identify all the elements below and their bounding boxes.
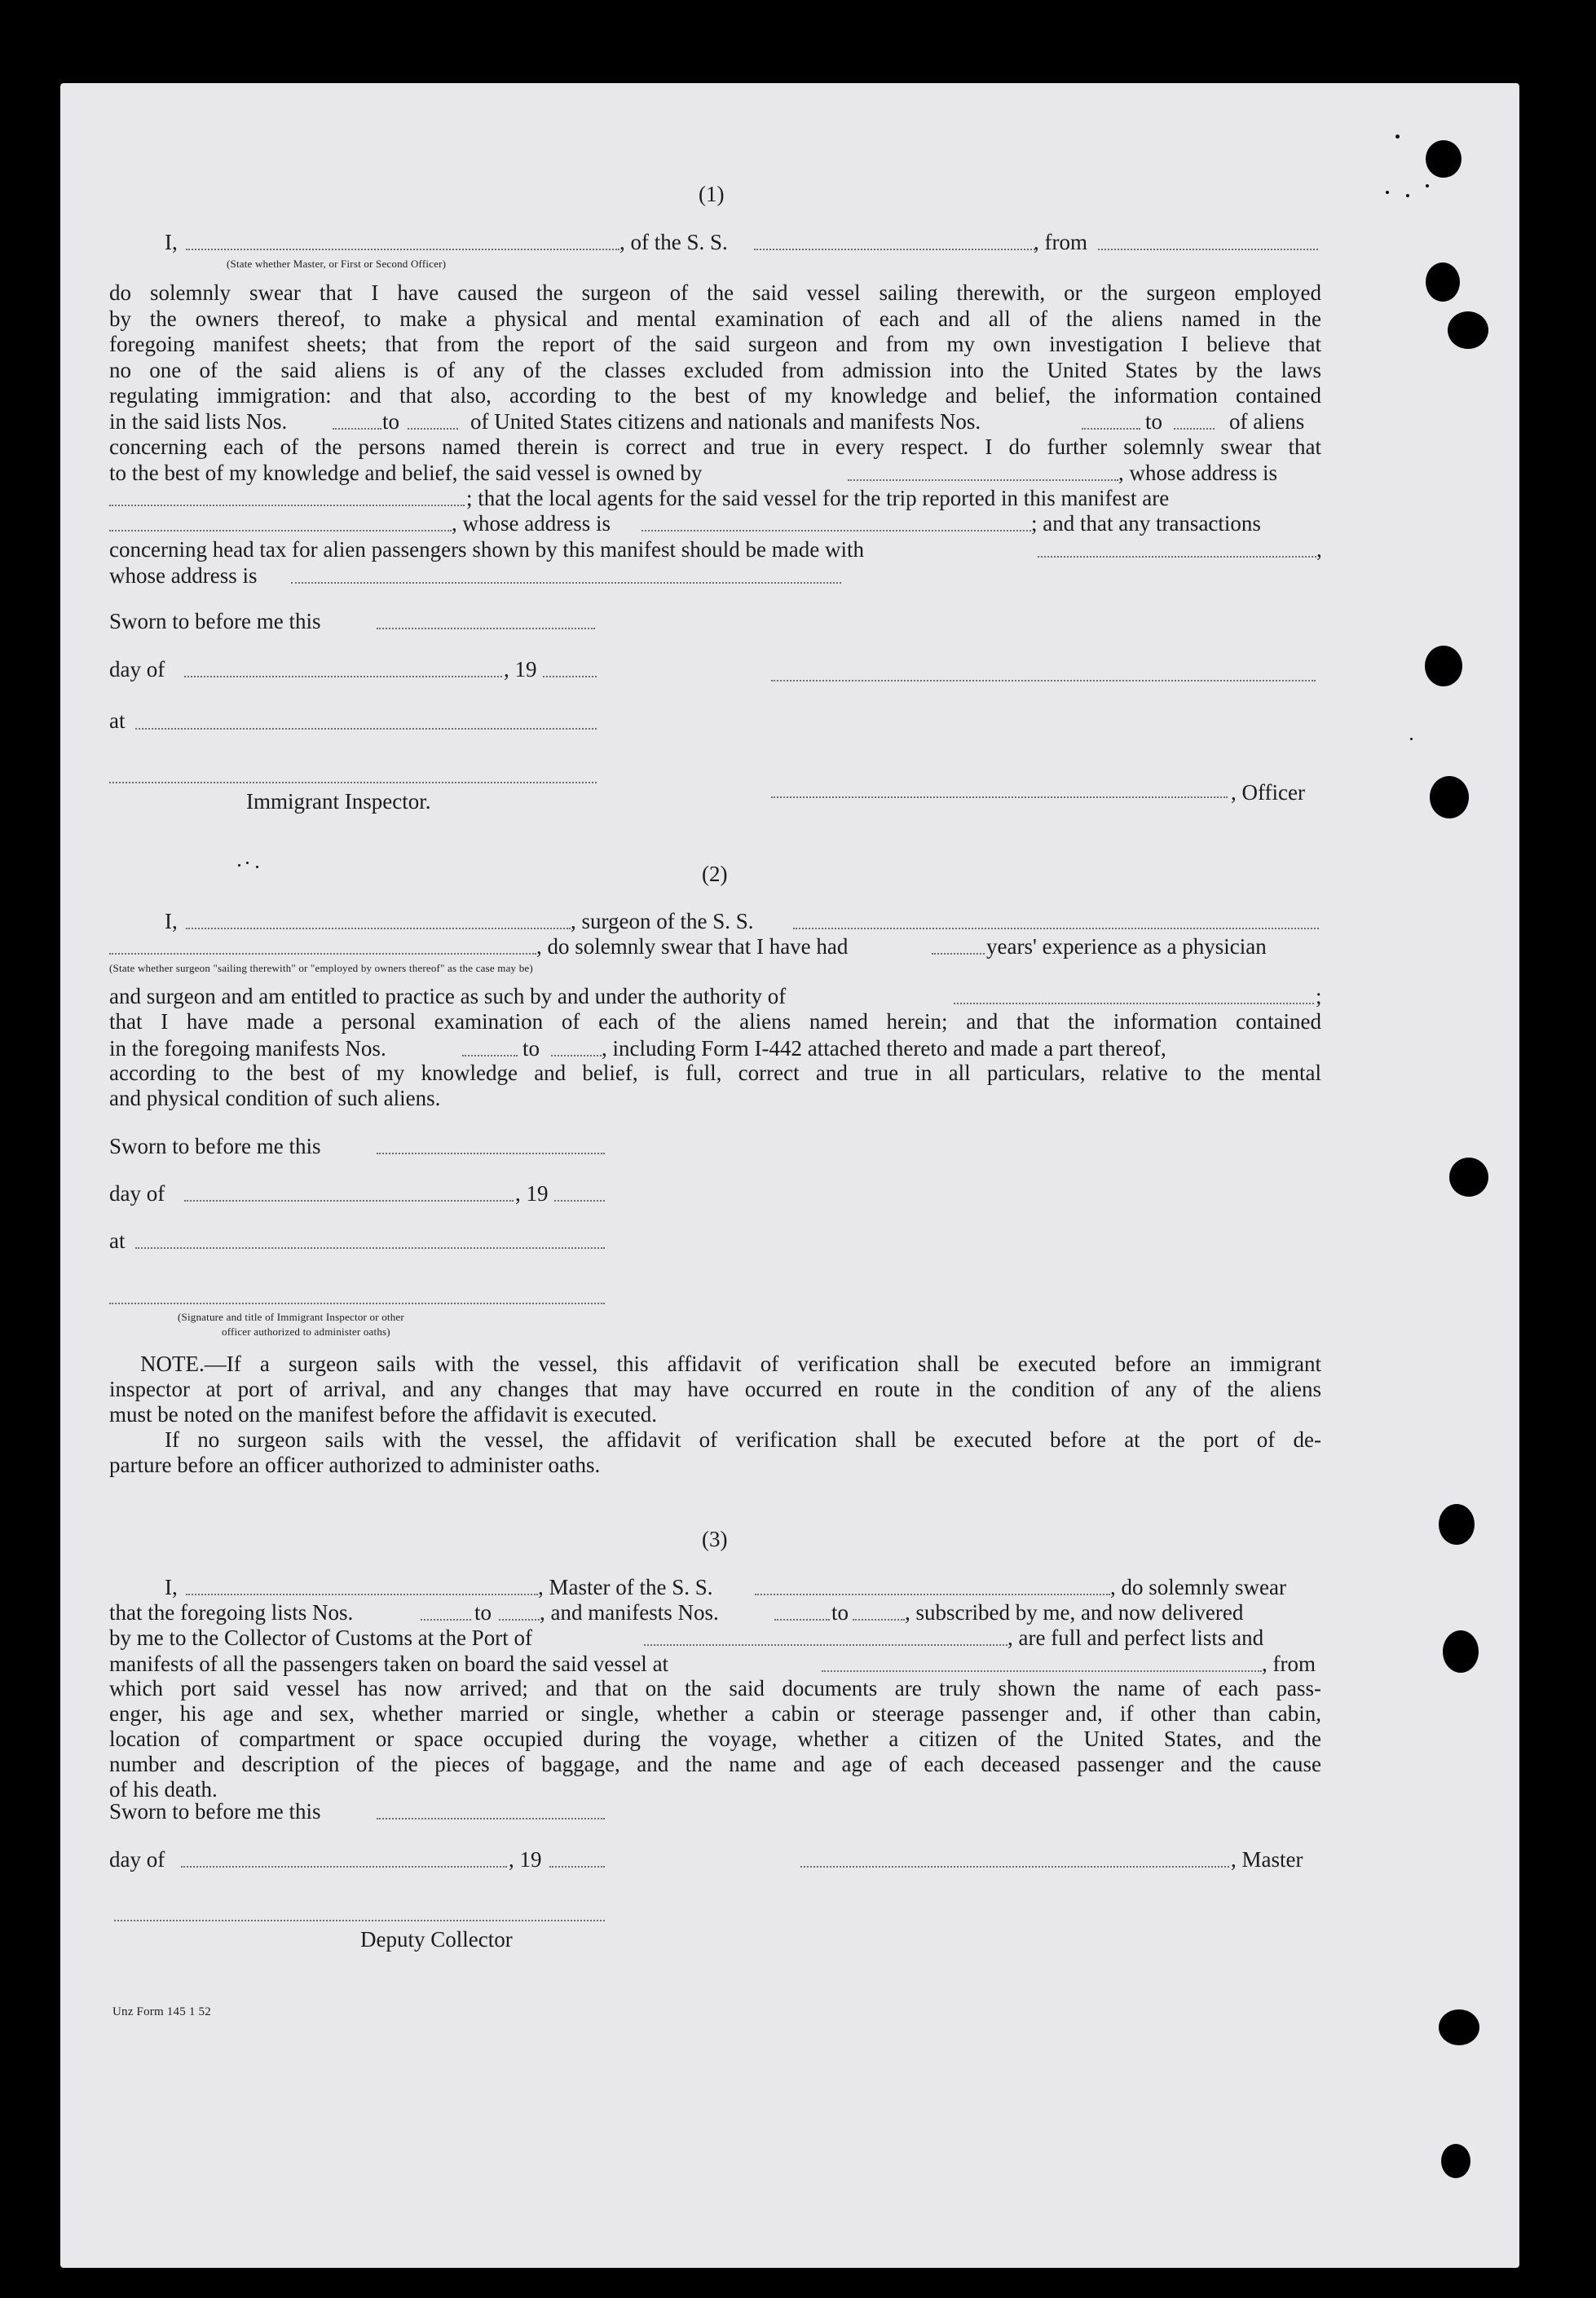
s1-whose-label: , whose address is [452,511,611,536]
speck [1406,194,1409,197]
s1-officer-signature-field[interactable] [771,796,1228,798]
s1-sworn-label: Sworn to before me this [109,609,321,633]
s3-manifests-label: , and manifests Nos. [540,1600,719,1625]
s1-day-of-label: day of [109,657,165,681]
s3-manifests-from-field[interactable] [774,1619,830,1621]
binder-hole-4 [1425,646,1462,686]
s1-state-note: (State whether Master, or First or Second Officer) [227,258,447,270]
s1-agents-field[interactable] [109,530,452,531]
form-number: Unz Form 145 1 52 [112,2005,211,2018]
s1-headtax-field[interactable] [1038,556,1316,558]
s3-boarding-port-field[interactable] [822,1670,1262,1672]
s2-day-of-label: day of [109,1181,165,1206]
s2-surgeon-of-label: , surgeon of the S. S. [571,909,754,933]
s3-deputy-signature-field[interactable] [114,1920,605,1921]
s1-inspector-label: Immigrant Inspector. [246,789,431,814]
s3-lists-label: that the foregoing lists Nos. [109,1600,354,1625]
s2-at-field[interactable] [135,1247,605,1249]
speck [238,864,240,867]
s3-lists-to-field[interactable] [499,1619,540,1621]
s2-sworn-label: Sworn to before me this [109,1134,321,1158]
s1-lists-to2-label: to [1145,409,1163,434]
binder-hole-7 [1439,1504,1475,1545]
s1-at-label: at [109,708,126,733]
s3-lists-from-field[interactable] [421,1619,471,1621]
s3-lists-to2-label: to [831,1600,849,1625]
binder-hole-5 [1430,776,1469,818]
s2-para2-line-2: and physical condition of such aliens. [109,1086,441,1110]
s2-sig-note: (Signature and title of Immigrant Inspector or other [178,1311,404,1323]
s2-note-line-5: parture before an officer authorized to administer oaths. [109,1453,601,1477]
s3-i-label: I, [165,1575,178,1599]
speck [256,866,258,868]
section-2-heading: (2) [702,862,728,886]
s2-years-field[interactable] [932,953,985,955]
s1-manifests-from-field[interactable] [1082,428,1140,430]
s2-sworn-day-field[interactable] [377,1153,605,1154]
s1-inspector-signature-field[interactable] [109,782,597,783]
s3-manifests-to-field[interactable] [853,1619,905,1621]
s1-lists-mid-label: of United States citizens and nationals and manifests Nos. [470,409,981,434]
s3-sworn-label: Sworn to before me this [109,1799,321,1824]
s1-owned-address-label: , whose address is [1118,461,1277,485]
s2-para1: that I have made a personal examination of each of the aliens named herein; and that the information contained [109,1009,1321,1034]
s1-i-label: I, [165,230,178,254]
s2-manifests-to-field[interactable] [551,1055,602,1056]
binder-hole-10 [1441,2144,1470,2178]
s1-transactions-label: ; and that any transactions [1031,511,1261,536]
s1-officer-signature-field-top[interactable] [771,680,1316,681]
s2-manifests-label: in the foregoing manifests Nos. [109,1036,386,1061]
s1-agents-address-field[interactable] [641,530,1031,531]
s3-taken-label: manifests of all the passengers taken on board the said vessel at [109,1652,669,1676]
s3-vessel-name-field[interactable] [755,1594,1110,1595]
s2-authority-field[interactable] [954,1003,1314,1004]
s1-para-line-2: by the owners thereof, to make a physical and mental examination of each and all of the aliens named in the [109,307,1321,331]
s3-para-line-3: location of compartment or space occupied during the voyage, whether a citizen of the United States, and the [109,1727,1321,1751]
s2-year-label: , 19 [515,1181,549,1206]
speck [1426,184,1429,187]
s1-month-field[interactable] [184,676,502,677]
s3-master-signature-field[interactable] [800,1866,1229,1868]
s3-collector-rest: , are full and perfect lists and [1007,1625,1264,1650]
binder-hole-3 [1448,311,1488,349]
s3-master-of-label: , Master of the S. S. [538,1575,713,1599]
binder-hole-6 [1449,1158,1488,1197]
s2-surgeon-status-field[interactable] [109,953,536,955]
s2-i-label: I, [165,909,178,933]
s2-note-line-1: NOTE.—If a surgeon sails with the vessel, this affidavit of verification shall be executed before an immigrant [140,1352,1321,1376]
s3-port-field[interactable] [644,1644,1007,1646]
s1-at-field[interactable] [135,728,597,730]
speck [1386,191,1389,194]
s2-vessel-name-field[interactable] [793,928,1319,929]
s2-manifests-to-label: to [522,1036,540,1061]
s1-agents-label: ; that the local agents for the said vessel for the trip reported in this manifest are [466,486,1170,510]
s1-lists-label: in the said lists Nos. [109,409,288,434]
s3-para-line-1: which port said vessel has now arrived; and that on the said documents are truly shown the name of each pass- [109,1676,1321,1700]
s1-lists-to-field[interactable] [408,428,458,430]
s3-lists-to1-label: to [474,1600,492,1625]
s2-manifests-from-field[interactable] [462,1055,518,1056]
binder-hole-2 [1426,262,1460,302]
speck [1410,738,1413,740]
s2-state-note: (State whether surgeon "sailing therewith" or "employed by owners thereof" as the case may be) [109,962,533,974]
s1-from-port-field[interactable] [1098,249,1318,250]
s1-headtax-address-field[interactable] [291,582,841,584]
master-name-field[interactable] [186,249,619,250]
s2-month-field[interactable] [184,1200,514,1202]
s1-para-line-4: no one of the said aliens is of any of the classes excluded from admission into the United States by the laws [109,358,1321,382]
s1-owned-label: to the best of my knowledge and belief, the said vessel is owned by [109,461,703,485]
s1-whose-end-label: whose address is [109,563,258,588]
binder-hole-8 [1443,1630,1479,1673]
s2-swear-label: , do solemnly swear that I have had [536,934,849,959]
s3-collector-label: by me to the Collector of Customs at the Port of [109,1625,532,1650]
s3-day-of-label: day of [109,1847,165,1872]
s3-deputy-label: Deputy Collector [360,1927,513,1952]
s1-para-line-3: foregoing manifest sheets; that from the report of the said surgeon and from my own investigation I believe that [109,332,1321,356]
s1-officer-label: , Officer [1231,780,1305,805]
s1-manifests-to-field[interactable] [1174,428,1215,430]
s2-note-line-2: inspector at port of arrival, and any changes that may have occurred en route in the condition of any of the aliens [109,1377,1321,1401]
s3-subscribed-label: , subscribed by me, and now delivered [905,1600,1244,1625]
s3-para-line-5: of his death. [109,1777,218,1802]
s3-master-label: , Master [1231,1847,1303,1872]
s1-from-label: , from [1034,230,1087,254]
s2-manifests-rest: , including Form I-442 attached thereto and made a part thereof, [602,1036,1166,1061]
binder-hole-1 [1426,140,1462,178]
s1-sworn-day-field[interactable] [377,628,595,629]
s2-note-line-3: must be noted on the manifest before the affidavit is executed. [109,1402,658,1427]
s2-para2-line-1: according to the best of my knowledge and belief, is full, correct and true in all particulars, relative to the mental [109,1061,1321,1085]
s2-years-label: years' experience as a physician [986,934,1267,959]
s3-master-name-field[interactable] [186,1594,538,1595]
s1-headtax-label: concerning head tax for alien passengers shown by this manifest should be made with [109,537,865,562]
s1-para-line-1: do solemnly swear that I have caused the surgeon of the said vessel sailing therewith, or the surgeon employed [109,280,1321,305]
s1-year-label: , 19 [504,657,537,681]
s1-lists-to1-label: to [382,409,400,434]
s1-of-aliens-label: of aliens [1229,409,1305,434]
s1-para-line-5: regulating immigration: and that also, according to the best of my knowledge and belief, the information contained [109,383,1321,408]
s3-year-label: , 19 [509,1847,542,1872]
s1-lists-from-field[interactable] [333,428,381,430]
s2-semicolon: ; [1316,984,1322,1008]
s1-owner-address-field[interactable] [109,505,465,506]
section-1-heading: (1) [699,182,725,206]
binder-hole-9 [1439,2009,1479,2045]
s2-surgeon-name-field[interactable] [186,928,571,929]
s1-vessel-name-field[interactable] [754,249,1035,250]
s1-comma: , [1316,537,1322,562]
s2-sig-note-2: officer authorized to administer oaths) [222,1325,390,1338]
s1-year-field[interactable] [543,676,597,677]
s1-owner-field[interactable] [848,479,1118,481]
s3-swear-label: , do solemnly swear [1110,1575,1286,1599]
speck [1395,135,1400,139]
speck [246,862,249,864]
s2-at-label: at [109,1228,126,1253]
s1-of-ss-label: , of the S. S. [619,230,728,254]
s2-signature-field[interactable] [109,1303,605,1304]
s3-sworn-day-field[interactable] [377,1818,605,1819]
s2-authority-label: and surgeon and am entitled to practice as such by and under the authority of [109,984,787,1008]
s3-para-line-2: enger, his age and sex, whether married or single, whether a cabin or steerage passenger and, if other than cabin, [109,1701,1321,1726]
section-3-heading: (3) [702,1527,728,1551]
s3-from-label: , from [1262,1652,1316,1676]
s3-month-field[interactable] [181,1866,507,1868]
s2-note-line-4: If no surgeon sails with the vessel, the affidavit of verification shall be executed before at the port of de- [165,1427,1321,1452]
s2-year-field[interactable] [554,1200,605,1202]
s1-para2: concerning each of the persons named therein is correct and true in every respect. I do further solemnly swear that [109,434,1321,459]
s3-year-field[interactable] [549,1866,605,1868]
s3-para-line-4: number and description of the pieces of baggage, and the name and age of each deceased passenger and the cause [109,1752,1321,1776]
